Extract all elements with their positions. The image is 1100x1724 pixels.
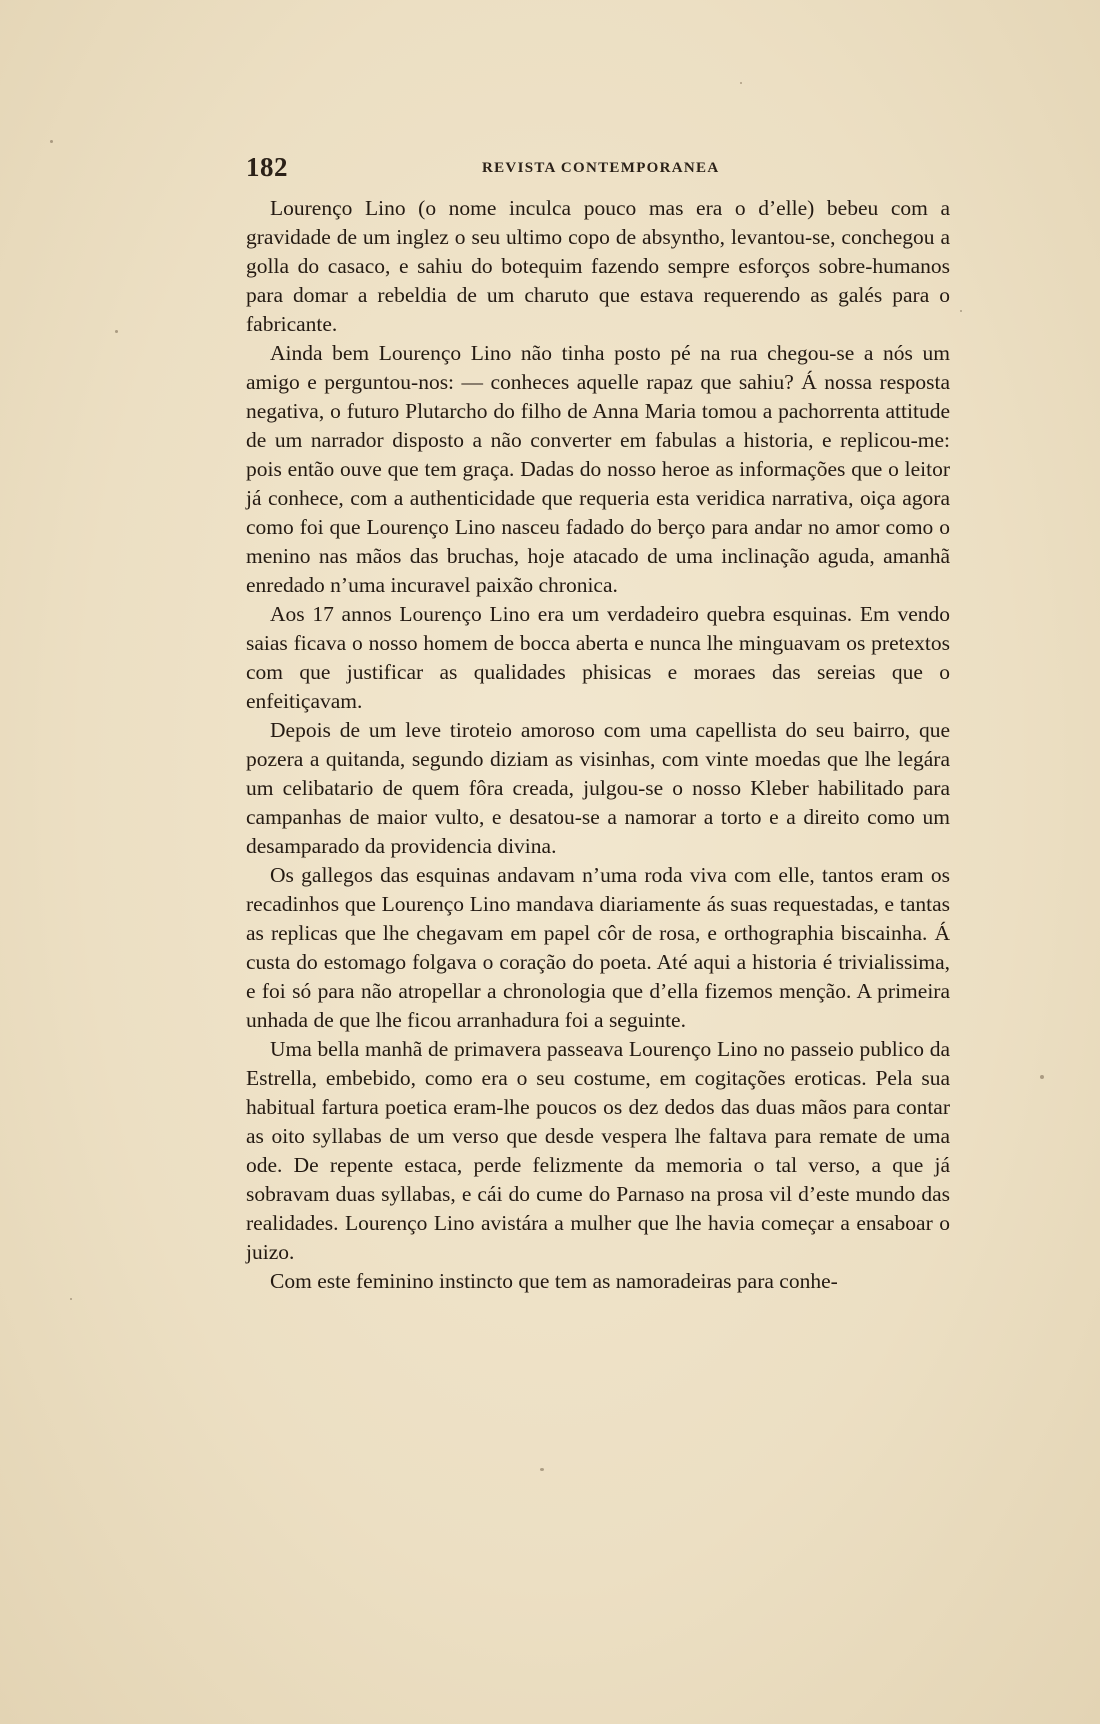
- paragraph: Com este feminino instincto que tem as namoradeiras para conhe-: [270, 1269, 838, 1293]
- page-number: 182: [246, 152, 288, 182]
- paper-speck: [540, 1468, 544, 1471]
- paragraph: Ainda bem Lourenço Lino não tinha posto pé na rua chegou-se a nós um amigo e perguntou-nos: — conheces aquelle rapaz que sahiu? Á nossa resposta negativa, o futuro Plutarcho do filho de Anna Maria tomou a pachorrenta attitude de um narrador disposto a não converter em fabulas a historia, e replicou-me: pois então ouve que tem graça. Dadas do nosso heroe as informações que o leitor já conhece, com a authenticidade que requeria esta veridica narrativa, oiça agora como foi que Lourenço Lino nasceu fadado do berço para andar no amor como o menino nas mãos das bruchas, hoje atacado de uma inclinação aguda, amanhã enredado n’uma incuravel paixão chronica.: [246, 341, 950, 597]
- paragraph: Uma bella manhã de primavera passeava Lourenço Lino no passeio publico da Estrella, embebido, como era o seu costume, em cogitações eroticas. Pela sua habitual fartura poetica eram-lhe poucos os dez dedos das duas mãos para contar as oito syllabas de um verso que desde vespera lhe faltava para remate de uma ode. De repente estaca, perde felizmente da memoria o tal verso, a que já sobravam duas syllabas, e cái do cume do Parnaso na prosa vil d’este mundo das realidades. Lourenço Lino avistára a mulher que lhe havia começar a ensaboar o juizo.: [246, 1037, 950, 1264]
- paragraph: Aos 17 annos Lourenço Lino era um verdadeiro quebra esquinas. Em vendo saias ficava o nosso homem de bocca aberta e nunca lhe minguavam os pretextos com que justificar as qualidades phisicas e moraes das sereias que o enfeitiçavam.: [246, 602, 950, 713]
- paper-speck: [50, 140, 53, 143]
- paper-speck: [960, 310, 962, 312]
- paper-speck: [1040, 1075, 1044, 1079]
- paragraph: Os gallegos das esquinas andavam n’uma roda viva com elle, tantos eram os recadinhos que Lourenço Lino mandava diariamente ás suas requestadas, e tantas as replicas que lhe chegavam em papel côr de rosa, e orthographia biscainha. Á custa do estomago folgava o coração do poeta. Até aqui a historia é trivialissima, e foi só para não atropellar a chronologia que d’ella fizemos menção. A primeira unhada de que lhe ficou arranhadura foi a seguinte.: [246, 863, 950, 1032]
- paper-speck: [70, 1298, 72, 1300]
- page-header: [246, 152, 946, 188]
- running-title: REVISTA CONTEMPORANEA: [482, 160, 720, 176]
- paper-speck: [115, 330, 118, 333]
- article-body: [246, 194, 950, 1296]
- paper-speck: [740, 82, 742, 84]
- paragraph: Lourenço Lino (o nome inculca pouco mas era o d’elle) bebeu com a gravidade de um inglez o seu ultimo copo de absyntho, levantou-se, conchegou a golla do casaco, e sahiu do botequim fazendo sempre esforços sobre-humanos para domar a rebeldia de um charuto que estava requerendo as galés para o fabricante.: [246, 196, 950, 336]
- paragraph: Depois de um leve tiroteio amoroso com uma capellista do seu bairro, que pozera a quitanda, segundo diziam as visinhas, com vinte moedas que lhe legára um celibatario de quem fôra creada, julgou-se o nosso Kleber habilitado para campanhas de maior vulto, e desatou-se a namorar a torto e a direito como um desamparado da providencia divina.: [246, 718, 950, 858]
